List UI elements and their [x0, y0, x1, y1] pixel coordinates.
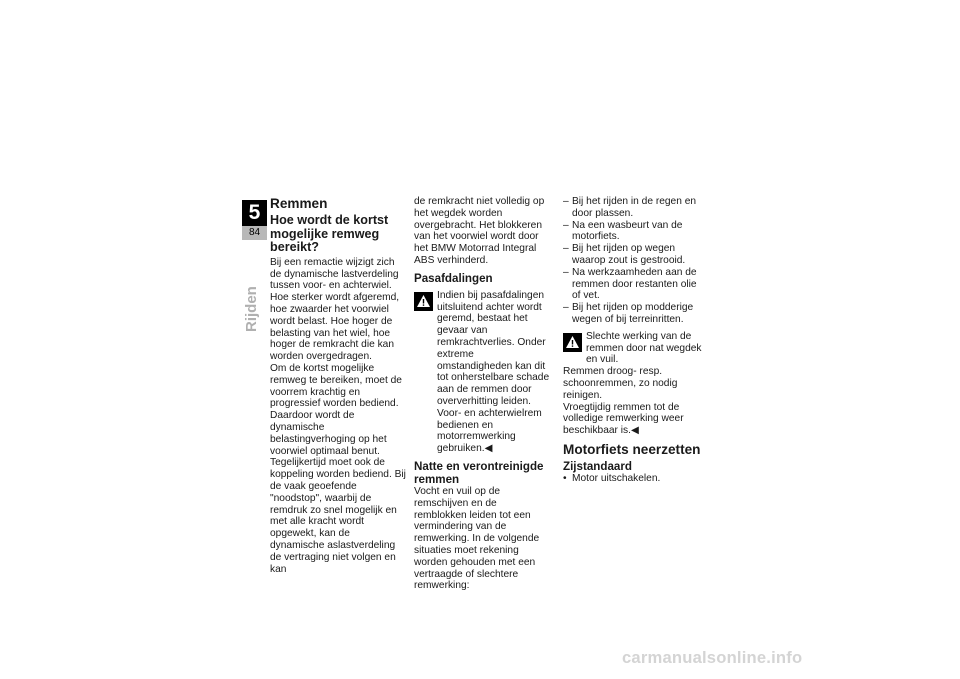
page-number: 84	[242, 226, 267, 240]
paragraph: de remkracht niet volledig op het wegdek worden overgebracht. Het blokkeren van het voorwiel wordt door het BMW Motorrad Integral ABS verhinderd.	[414, 196, 545, 266]
paragraph: Vocht en vuil op de remschijven en de remblokken leiden tot een vermindering van de remwerking. In de volgende situaties moet rekening worden gehouden met een vertraagde of slechtere remwerking:	[414, 485, 540, 592]
warning-text: Indien bij pasafdalingen uitsluitend achter wordt geremd, bestaat het gevaar van remkrachtverlies. Onder extreme omstandigheden kan dit tot onherstelbare schade aan de remmen door oververhitting leiden. Voor- en achterwielrem bedienen en motorremwerking gebruiken.◀	[437, 289, 550, 455]
watermark: carmanualsonline.info	[622, 648, 803, 667]
heading-motorfiets-neerzetten: Motorfiets neerzetten	[563, 441, 701, 457]
list-item: – Na een wasbeurt van de motorfiets.	[563, 220, 703, 244]
situation-list	[563, 196, 703, 326]
warning-icon	[563, 333, 582, 352]
subsection-title: Hoe wordt de kortst mogelijke remweg bereikt?	[270, 213, 389, 255]
column-1	[270, 196, 406, 575]
heading-natte-remmen: Natte en verontreinigde remmen	[414, 459, 544, 486]
warning-icon	[414, 292, 433, 311]
warning-text: Slechte werking van de remmen door nat wegdek en vuil.	[586, 330, 702, 366]
step-list	[563, 473, 703, 485]
warning-block	[563, 331, 703, 366]
chapter-tab	[242, 200, 267, 240]
paragraph: Remmen droog- resp. schoonremmen, zo nodig reinigen.	[563, 366, 678, 401]
chapter-number: 5	[242, 200, 267, 226]
paragraph: Vroegtijdig remmen tot de volledige remwerking weer beschikbaar is.◀	[563, 401, 684, 437]
heading-zijstandaard: Zijstandaard	[563, 459, 632, 473]
section-label: Rijden	[243, 286, 260, 332]
paragraph: Om de kortst mogelijke remweg te bereiken, moet de voorrem krachtig en progressief worden bediend. Daardoor wordt de dynamische belastingverhoging op het voorwiel optimaal benut. Tegelijkertijd moet ook de koppeling worden bediend. Bij de vaak geoefende "noodstop", waarbij de remdruk zo snel mogelijk en met alle kracht wordt opgewekt, kan de dynamische aslastverdeling de vertraging niet volgen en kan	[270, 362, 406, 575]
list-item: • Motor uitschakelen.	[563, 473, 703, 485]
list-item: – Bij het rijden in de regen en door plassen.	[563, 196, 703, 220]
section-title: Remmen	[270, 196, 328, 211]
list-item: – Bij het rijden op modderige wegen of bij terreinritten.	[563, 302, 703, 326]
column-3	[563, 196, 703, 485]
heading-pasafdalingen: Pasafdalingen	[414, 271, 493, 285]
list-item: – Bij het rijden op wegen waarop zout is gestrooid.	[563, 243, 703, 267]
column-2	[414, 196, 551, 592]
warning-block	[414, 290, 551, 455]
paragraph: Bij een remactie wijzigt zich de dynamische lastverdeling tussen voor- en achterwiel. Hoe sterker wordt afgeremd, hoe zwaarder het voorwiel wordt belast. Hoe hoger de belasting van het wiel, hoe hoger de remkracht die kan worden overgedragen.	[270, 256, 400, 363]
list-item: – Na werkzaamheden aan de remmen door restanten olie of vet.	[563, 267, 703, 302]
